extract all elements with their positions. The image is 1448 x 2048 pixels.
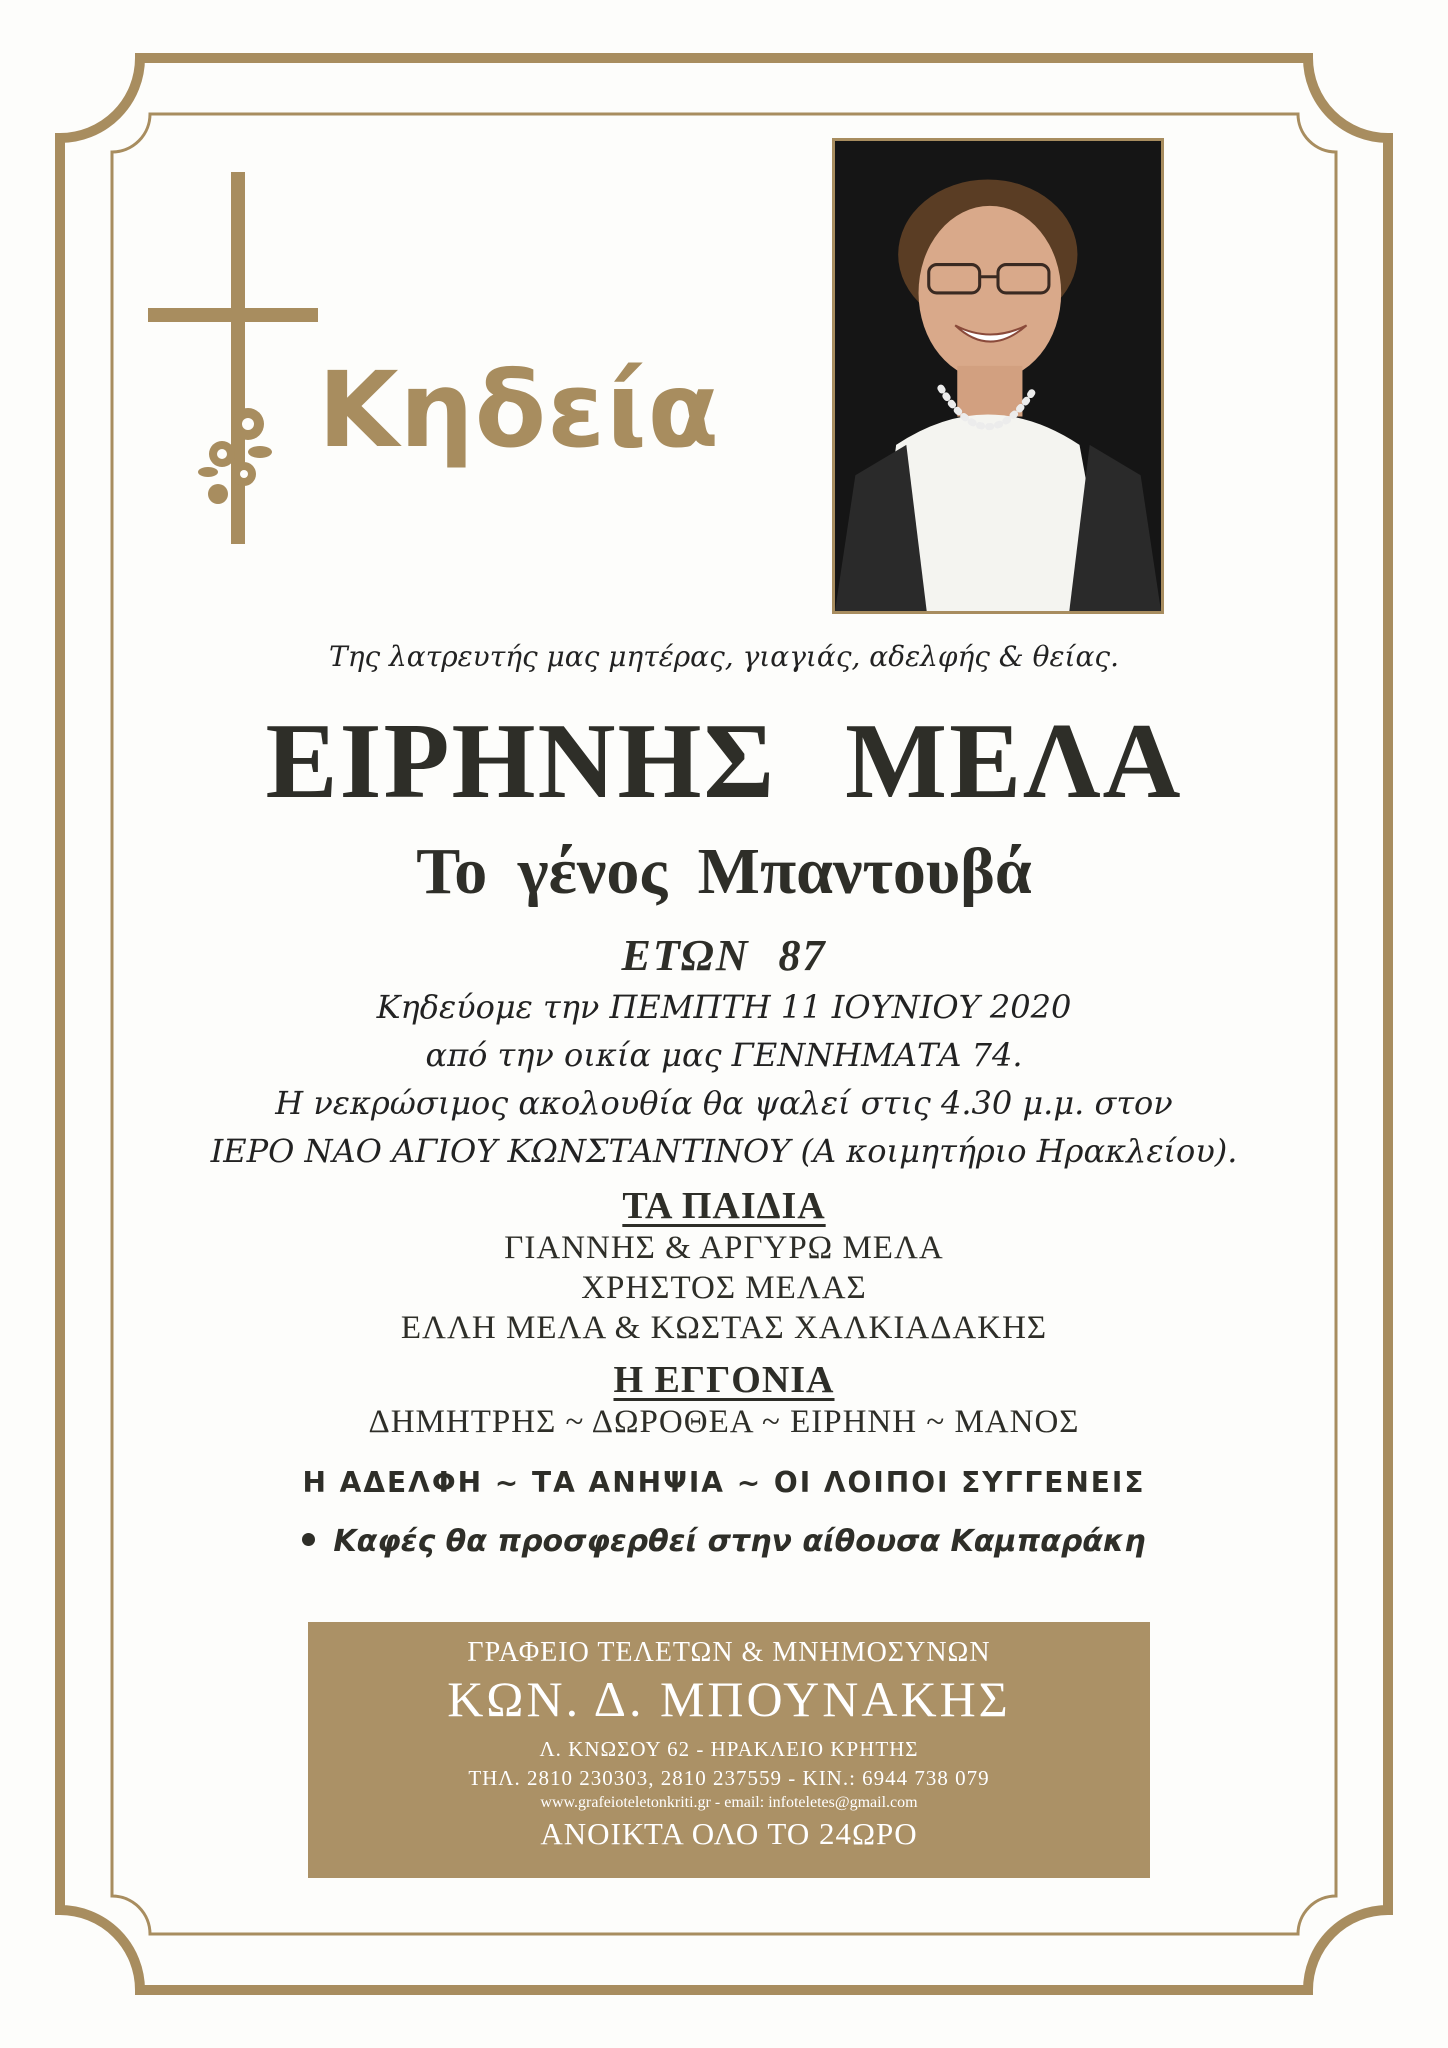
- child-name: ΧΡΗΣΤΟΣ ΜΕΛΑΣ: [581, 1270, 867, 1306]
- child-name: ΓΙΑΝΝΗΣ & ΑΡΓΥΡΩ ΜΕΛΑ: [504, 1230, 944, 1266]
- agency-address: Λ. ΚΝΩΣΟΥ 62 - ΗΡΑΚΛΕΙΟ ΚΡΗΤΗΣ: [539, 1737, 919, 1761]
- page-title: Κηδεία: [318, 349, 720, 471]
- funeral-agency-box: [308, 1622, 1150, 1878]
- cross-with-roses-icon: [148, 172, 328, 552]
- grandchildren-title: Η ΕΓΓΟΝΙΑ: [613, 1359, 835, 1401]
- coffee-note-text: Καφές θα προσφερθεί στην αίθουσα Καμπαράκη: [333, 1524, 1146, 1559]
- grandchildren-names: ΔΗΜΗΤΡΗΣ ~ ΔΩΡΟΘΕΑ ~ ΕΙΡΗΝΗ ~ ΜΑΝΟΣ: [368, 1404, 1080, 1440]
- agency-hours: ΑΝΟΙΚΤΑ ΟΛΟ ΤΟ 24ΩΡΟ: [540, 1816, 918, 1851]
- funeral-info-line: από την οικία μας ΓΕΝΝΗΜΑΤΑ 74.: [425, 1036, 1023, 1074]
- maiden-name: Το γένος Μπαντουβά: [416, 835, 1032, 908]
- child-name: ΕΛΛΗ ΜΕΛΑ & ΚΩΣΤΑΣ ΧΑΛΚΙΑΔΑΚΗΣ: [400, 1310, 1048, 1346]
- agency-subtitle: ΓΡΑΦΕΙΟ ΤΕΛΕΤΩΝ & ΜΝΗΜΟΣΥΝΩΝ: [467, 1637, 991, 1668]
- relatives-line: Η ΑΔΕΛΦΗ ~ ΤΑ ΑΝΗΨΙΑ ~ ΟΙ ΛΟΙΠΟΙ ΣΥΓΓΕΝΕΙΣ: [302, 1466, 1146, 1499]
- dedication-text: Της λατρευτής μας μητέρας, γιαγιάς, αδελφής & θείας.: [329, 640, 1119, 673]
- funeral-info-line: Κηδεύομε την ΠΕΜΠΤΗ 11 ΙΟΥΝΙΟΥ 2020: [376, 988, 1072, 1026]
- agency-web-email: www.grafeioteletonkriti.gr - email: infoteletes@gmail.com: [540, 1794, 918, 1811]
- age-text: ΕΤΩΝ 87: [621, 931, 827, 980]
- coffee-note: [0, 1524, 1448, 1559]
- agency-phones: ΤΗΛ. 2810 230303, 2810 237559 - ΚΙΝ.: 6944 738 079: [468, 1766, 990, 1790]
- funeral-info-line: ΙΕΡΟ ΝΑΟ ΑΓΙΟΥ ΚΩΝΣΤΑΝΤΙΝΟΥ (Α κοιμητήριο Ηρακλείου).: [210, 1132, 1238, 1170]
- portrait-photo: [832, 138, 1164, 614]
- deceased-name: ΕΙΡΗΝΗΣ ΜΕΛΑ: [265, 702, 1183, 821]
- children-title: ΤΑ ΠΑΙΔΙΑ: [622, 1185, 826, 1227]
- funeral-info-line: Η νεκρώσιμος ακολουθία θα ψαλεί στις 4.30 μ.μ. στον: [275, 1084, 1173, 1122]
- bullet-icon: [302, 1533, 315, 1546]
- agency-name: ΚΩΝ. Δ. ΜΠΟΥΝΑΚΗΣ: [447, 1671, 1011, 1727]
